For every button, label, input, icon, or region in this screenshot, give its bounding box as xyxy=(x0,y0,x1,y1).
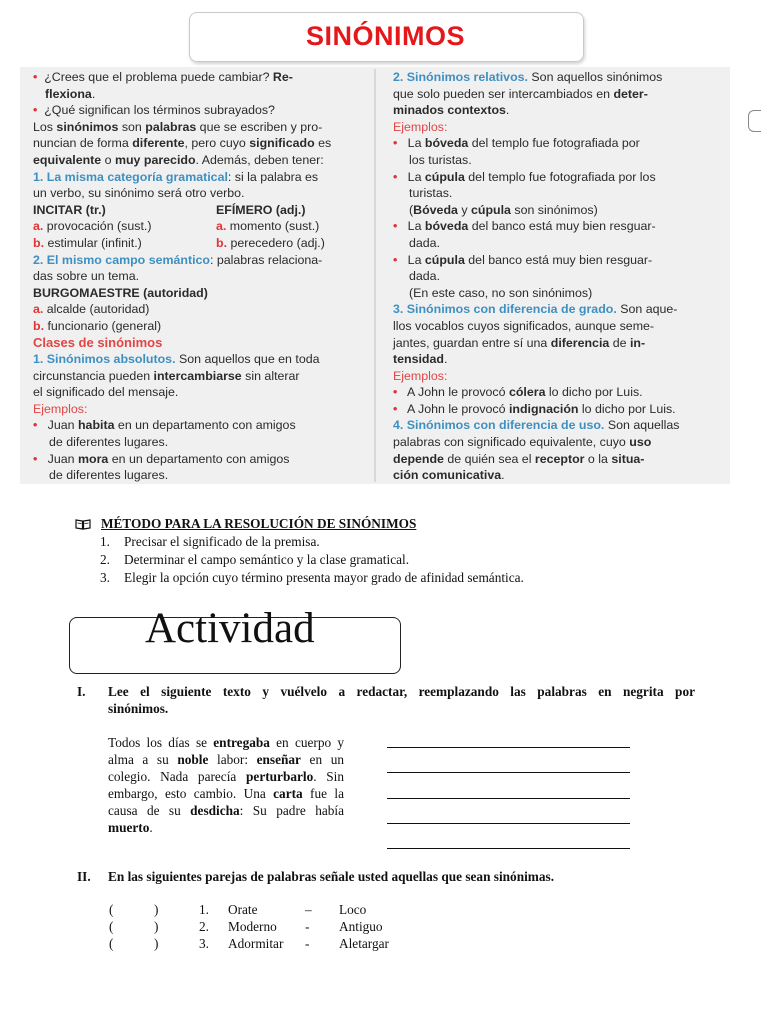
note-no-sinonimos: (En este caso, no son sinónimos) xyxy=(409,285,593,300)
section-2-instruction: En las siguientes parejas de palabras señale usted aquellas que sean sinónimas. xyxy=(108,869,555,884)
answer-line[interactable] xyxy=(387,772,630,773)
example-2-header: BURGOMAESTRE (autoridad) xyxy=(33,285,208,300)
answer-paren-open[interactable]: ( xyxy=(109,936,114,951)
examples-label: Ejemplos: xyxy=(393,119,448,134)
example-1-row-b: b. estimular (infinit.) b. perecedero (adj.) xyxy=(33,235,325,250)
example-colera: • A John le provocó cólera lo dicho por Luis. xyxy=(393,385,643,400)
right-column xyxy=(393,69,718,484)
question-1: • ¿Crees que el problema puede cambiar? Re- flexiona. xyxy=(33,70,293,101)
absolute-synonyms: 1. Sinónimos absolutos. Son aquellos que en toda circunstancia pueden intercambiarse sin alterar el significado del mensaje. xyxy=(33,352,320,400)
answer-line[interactable] xyxy=(387,798,630,799)
page-tab-mark xyxy=(748,110,761,132)
example-cupula-templo: • La cúpula del templo fue fotografiada por los turistas. xyxy=(393,169,656,201)
condition-2: 2. El mismo campo semántico: palabras relaciona- das sobre un tema. xyxy=(33,252,323,284)
answer-paren-open[interactable]: ( xyxy=(109,919,114,934)
section-2-number: II. xyxy=(77,869,91,884)
relative-synonyms: 2. Sinónimos relativos. Son aquellos sinónimos que solo pueden ser intercambiados en deter- minados contextos. xyxy=(393,70,663,118)
example-cupula-banco: • La cúpula del banco está muy bien resguar- dada. xyxy=(393,252,653,284)
method-steps xyxy=(100,533,524,587)
answer-line[interactable] xyxy=(387,848,630,849)
example-2-b: b. funcionario (general) xyxy=(33,318,162,333)
example-2-a: a. alcalde (autoridad) xyxy=(33,302,150,317)
example-mora: • Juan mora en un departamento con amigos de diferentes lugares. xyxy=(33,451,290,483)
answer-paren-close[interactable]: ) xyxy=(154,902,159,917)
method-step: 3. Elegir la opción cuyo término presenta mayor grado de afinidad semántica. xyxy=(100,570,524,585)
section-1-number: I. xyxy=(77,684,86,699)
answer-line[interactable] xyxy=(387,823,630,824)
degree-synonyms: 3. Sinónimos con diferencia de grado. Son aque- llos vocablos cuyos significados, aunque seme- jantes, guardan entre sí una diferencia de in- tensidad. xyxy=(393,302,678,367)
column-divider xyxy=(374,69,376,482)
example-habita: • Juan habita en un departamento con amigos de diferentes lugares. xyxy=(33,418,296,450)
book-icon xyxy=(75,518,91,530)
passage-text: Todos los días se entregaba en cuerpo y alma a su noble labor: enseñar en un colegio. Nada parecía perturbarlo. Sin embargo, esto cambio. Una carta fue la causa de su desdicha: Su padre había muerto. xyxy=(108,735,345,835)
definition-paragraph: Los sinónimos son palabras que se escriben y pro- nuncian de forma diferente, pero cuyo significado es equivalente o muy parecido. Además, deben tener: xyxy=(33,119,332,167)
examples-label: Ejemplos: xyxy=(33,401,88,416)
method-step: 1. Precisar el significado de la premisa. xyxy=(100,534,320,549)
clases-heading: Clases de sinónimos xyxy=(33,334,163,350)
left-column xyxy=(33,69,363,484)
question-2: • ¿Qué significan los términos subrayados? xyxy=(33,103,275,118)
answer-paren-open[interactable]: ( xyxy=(109,902,114,917)
method-step: 2. Determinar el campo semántico y la clase gramatical. xyxy=(100,552,410,567)
section-1-instruction: Lee el siguiente texto y vuélvelo a redactar, reemplazando las palabras en negrita por xyxy=(108,684,695,699)
method-heading: MÉTODO PARA LA RESOLUCIÓN DE SINÓNIMOS xyxy=(101,516,417,531)
example-1-row-a: a. provocación (sust.) a. momento (sust.) xyxy=(33,219,320,234)
usage-synonyms: 4. Sinónimos con diferencia de uso. Son aquellas palabras con significado equivalente, cuyo uso depende de quién sea el receptor o la situa- ción comunicativa. xyxy=(393,418,680,483)
example-boveda-templo: • La bóveda del templo fue fotografiada por los turistas. xyxy=(393,136,640,167)
example-indignacion: • A John le provocó indignación lo dicho por Luis. xyxy=(393,401,676,416)
answer-paren-close[interactable]: ) xyxy=(154,936,159,951)
answer-line[interactable] xyxy=(387,747,630,748)
section-1-instruction-cont: sinónimos. xyxy=(108,701,169,716)
note-sinonimos: (Bóveda y cúpula son sinónimos) xyxy=(409,202,598,217)
condition-1: 1. La misma categoría gramatical: si la palabra es un verbo, su sinónimo será otro verbo. xyxy=(33,169,319,201)
example-boveda-banco: • La bóveda del banco está muy bien resguar- dada. xyxy=(393,219,656,250)
page-title: SINÓNIMOS xyxy=(305,21,465,51)
answer-paren-close[interactable]: ) xyxy=(154,919,159,934)
example-1-headers: INCITAR (tr.) EFÍMERO (adj.) xyxy=(33,202,306,217)
examples-label-2: Ejemplos: xyxy=(393,368,448,383)
activity-title: Actividad xyxy=(145,605,315,652)
